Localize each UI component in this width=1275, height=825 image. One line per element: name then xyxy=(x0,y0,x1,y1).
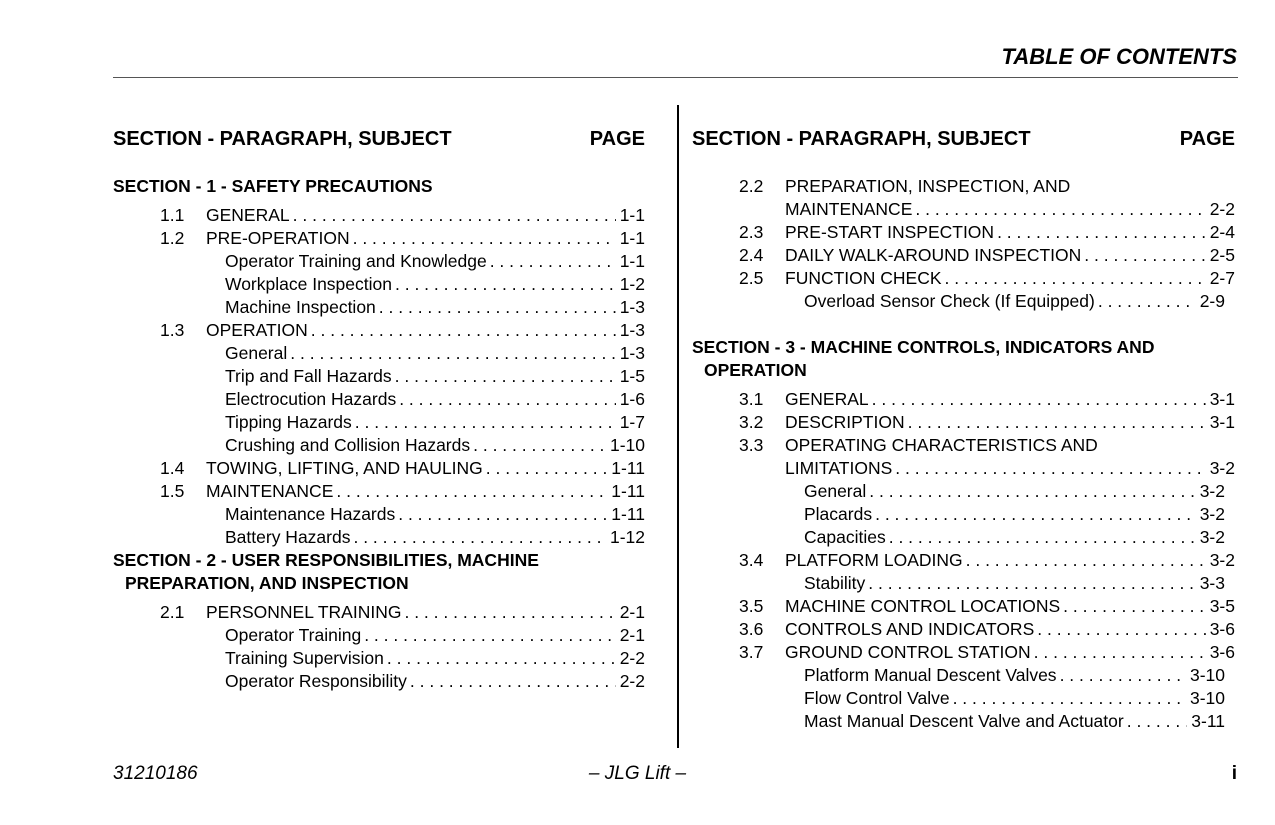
toc-dot-leader xyxy=(1098,290,1196,313)
toc-entry-list xyxy=(113,601,645,693)
column-heading xyxy=(692,128,1235,154)
toc-entry-page: 3-2 xyxy=(1199,481,1225,501)
toc-dot-leader xyxy=(875,503,1196,526)
toc-entry-number: 1.3 xyxy=(160,320,185,340)
toc-entry-page: 2-1 xyxy=(619,625,645,645)
toc-entry-list xyxy=(113,204,645,549)
toc-dot-leader xyxy=(355,411,616,434)
toc-dot-leader xyxy=(399,388,616,411)
toc-entry-title: Battery Hazards xyxy=(225,527,351,547)
column-heading-subject: SECTION - PARAGRAPH, SUBJECT xyxy=(692,128,1031,150)
toc-entry-title: DAILY WALK-AROUND INSPECTION xyxy=(785,245,1082,265)
toc-entry-title: GENERAL xyxy=(206,205,290,225)
toc-entry[interactable] xyxy=(113,434,645,457)
toc-entry-page: 3-2 xyxy=(1209,458,1235,478)
toc-entry-title: DESCRIPTION xyxy=(785,412,905,432)
toc-entry-page: 1-1 xyxy=(619,205,645,225)
toc-entry-page: 1-1 xyxy=(619,228,645,248)
toc-entry-title: Operator Training xyxy=(225,625,362,645)
toc-entry-page: 3-6 xyxy=(1209,619,1235,639)
toc-entry[interactable] xyxy=(692,480,1235,503)
toc-dot-leader xyxy=(473,434,606,457)
toc-entry[interactable] xyxy=(692,411,1235,434)
toc-entry[interactable] xyxy=(113,319,645,342)
toc-entry-number: 2.2 xyxy=(739,176,764,196)
section-heading[interactable]: SECTION - 3 - MACHINE CONTROLS, INDICATORS AND OPERATION xyxy=(692,337,1155,380)
toc-entry-title: GENERAL xyxy=(785,389,869,409)
toc-entry-page: 1-1 xyxy=(619,251,645,271)
toc-dot-leader xyxy=(1127,710,1188,733)
toc-entry-number: 3.4 xyxy=(739,550,764,570)
toc-entry-page: 2-5 xyxy=(1209,245,1235,265)
toc-entry[interactable] xyxy=(113,388,645,411)
page-number: i xyxy=(1231,763,1237,784)
toc-dot-leader xyxy=(945,267,1206,290)
column-heading xyxy=(113,128,645,154)
toc-entry-title: Electrocution Hazards xyxy=(225,389,397,409)
toc-entry-title: Crushing and Collision Hazards xyxy=(225,435,471,455)
toc-entry-page: 1-11 xyxy=(611,458,645,478)
toc-entry[interactable] xyxy=(113,204,645,227)
toc-entry-title: Stability xyxy=(804,573,866,593)
toc-entry-page: 3-5 xyxy=(1209,596,1235,616)
toc-dot-leader xyxy=(410,670,616,693)
toc-entry-page: 3-6 xyxy=(1209,642,1235,662)
toc-entry-number: 3.5 xyxy=(739,596,764,616)
toc-entry-page: 1-10 xyxy=(609,435,645,455)
toc-entry-number: 1.4 xyxy=(160,458,185,478)
toc-entry[interactable] xyxy=(692,618,1235,641)
toc-entry-page: 3-2 xyxy=(1209,550,1235,570)
toc-entry-title: FUNCTION CHECK xyxy=(785,268,942,288)
toc-entry-title: Operator Responsibility xyxy=(225,671,407,691)
toc-entry-page: 3-1 xyxy=(1209,412,1235,432)
toc-entry-title: Maintenance Hazards xyxy=(225,504,396,524)
toc-entry[interactable] xyxy=(113,624,645,647)
toc-entry[interactable] xyxy=(692,549,1235,572)
toc-entry[interactable] xyxy=(692,595,1235,618)
toc-entry-page: 1-12 xyxy=(609,527,645,547)
toc-entry[interactable] xyxy=(692,687,1235,710)
toc-entry-title: Flow Control Valve xyxy=(804,688,950,708)
toc-dot-leader xyxy=(1037,618,1205,641)
toc-entry-number: 2.3 xyxy=(739,222,764,242)
toc-entry-page: 2-4 xyxy=(1209,222,1235,242)
toc-dot-leader xyxy=(290,342,615,365)
toc-entry-title: TOWING, LIFTING, AND HAULING xyxy=(206,458,483,478)
toc-entry-page: 2-2 xyxy=(619,671,645,691)
toc-entry[interactable] xyxy=(692,221,1235,244)
toc-column-right xyxy=(692,128,1235,733)
toc-entry[interactable] xyxy=(113,273,645,296)
toc-entry-title: Trip and Fall Hazards xyxy=(225,366,392,386)
toc-entry[interactable] xyxy=(692,267,1235,290)
toc-entry-page: 1-11 xyxy=(611,504,645,524)
toc-entry[interactable] xyxy=(692,641,1235,664)
toc-entry-page: 3-2 xyxy=(1199,504,1225,524)
toc-entry[interactable] xyxy=(113,296,645,319)
toc-entry[interactable] xyxy=(692,457,1235,480)
column-heading-page: PAGE xyxy=(1179,128,1235,150)
toc-dot-leader xyxy=(364,624,616,647)
toc-entry-title: Training Supervision xyxy=(225,648,384,668)
toc-entry-list xyxy=(692,175,1235,313)
toc-dot-leader xyxy=(336,480,607,503)
toc-entry-page: 3-3 xyxy=(1199,573,1225,593)
toc-entry-list xyxy=(692,388,1235,733)
toc-entry-page: 1-6 xyxy=(619,389,645,409)
toc-entry[interactable] xyxy=(692,526,1235,549)
toc-entry-title: Mast Manual Descent Valve and Actuator xyxy=(804,711,1124,731)
toc-entry-page: 1-5 xyxy=(619,366,645,386)
toc-entry-number: 1.1 xyxy=(160,205,185,225)
toc-entry-title: LIMITATIONS xyxy=(785,458,893,478)
toc-entry-page: 3-2 xyxy=(1199,527,1225,547)
toc-entry[interactable] xyxy=(692,664,1235,687)
toc-entry-page: 2-2 xyxy=(619,648,645,668)
toc-entry-page: 2-7 xyxy=(1209,268,1235,288)
toc-dot-leader xyxy=(915,198,1205,221)
toc-entry-title: General xyxy=(804,481,867,501)
toc-dot-leader xyxy=(1063,595,1206,618)
toc-entry-page: 2-2 xyxy=(1209,199,1235,219)
toc-dot-leader xyxy=(1034,641,1206,664)
toc-dot-leader xyxy=(997,221,1206,244)
toc-entry-title: OPERATING CHARACTERISTICS AND xyxy=(785,435,1098,455)
toc-entry-number: 2.1 xyxy=(160,602,185,622)
toc-entry-title: Machine Inspection xyxy=(225,297,376,317)
section-heading[interactable]: SECTION - 2 - USER RESPONSIBILITIES, MACHINE PREPARATION, AND INSPECTION xyxy=(113,550,539,593)
toc-entry-title: General xyxy=(225,343,288,363)
toc-entry-title: PERSONNEL TRAINING xyxy=(206,602,402,622)
toc-dot-leader xyxy=(395,273,616,296)
toc-entry[interactable] xyxy=(113,411,645,434)
toc-entry[interactable] xyxy=(113,647,645,670)
toc-entry-page: 3-10 xyxy=(1189,688,1225,708)
toc-dot-leader xyxy=(490,250,616,273)
toc-entry[interactable] xyxy=(692,503,1235,526)
toc-entry-title: Capacities xyxy=(804,527,886,547)
toc-entry[interactable] xyxy=(113,342,645,365)
toc-entry-number: 3.7 xyxy=(739,642,764,662)
toc-dot-leader xyxy=(379,296,616,319)
toc-entry[interactable] xyxy=(692,290,1235,313)
toc-left-body xyxy=(113,175,645,693)
toc-entry-title: PRE-OPERATION xyxy=(206,228,350,248)
toc-entry[interactable] xyxy=(692,198,1235,221)
toc-entry-number: 3.3 xyxy=(739,435,764,455)
toc-entry-page: 1-2 xyxy=(619,274,645,294)
toc-entry-title: MAINTENANCE xyxy=(785,199,913,219)
page-title: TABLE OF CONTENTS xyxy=(1001,44,1237,69)
toc-entry[interactable] xyxy=(113,250,645,273)
document-number: 31210186 xyxy=(113,763,198,784)
toc-entry[interactable] xyxy=(692,710,1235,733)
toc-dot-leader xyxy=(395,365,616,388)
toc-dot-leader xyxy=(353,526,606,549)
toc-dot-leader xyxy=(908,411,1206,434)
toc-entry-title: CONTROLS AND INDICATORS xyxy=(785,619,1035,639)
column-heading-page: PAGE xyxy=(589,128,645,150)
toc-entry-title: GROUND CONTROL STATION xyxy=(785,642,1031,662)
toc-entry-number: 2.4 xyxy=(739,245,764,265)
toc-entry[interactable] xyxy=(692,388,1235,411)
toc-entry[interactable] xyxy=(113,480,645,503)
toc-dot-leader xyxy=(404,601,615,624)
toc-entry-title: PRE-START INSPECTION xyxy=(785,222,995,242)
toc-dot-leader xyxy=(1084,244,1205,267)
toc-entry[interactable] xyxy=(113,526,645,549)
toc-entry[interactable] xyxy=(113,503,645,526)
toc-dot-leader xyxy=(869,480,1195,503)
toc-dot-leader xyxy=(889,526,1196,549)
toc-dot-leader xyxy=(486,457,607,480)
toc-entry[interactable] xyxy=(113,365,645,388)
toc-entry[interactable] xyxy=(692,434,1235,457)
toc-entry[interactable] xyxy=(692,572,1235,595)
column-divider xyxy=(677,105,679,748)
toc-entry-title: PLATFORM LOADING xyxy=(785,550,963,570)
toc-entry-title: Overload Sensor Check (If Equipped) xyxy=(804,291,1095,311)
toc-entry-page: 3-1 xyxy=(1209,389,1235,409)
toc-entry-number: 3.6 xyxy=(739,619,764,639)
toc-dot-leader xyxy=(953,687,1186,710)
toc-entry-page: 1-3 xyxy=(619,343,645,363)
toc-entry-page: 2-1 xyxy=(619,602,645,622)
header-rule xyxy=(113,77,1238,78)
toc-entry[interactable] xyxy=(113,601,645,624)
toc-dot-leader xyxy=(293,204,616,227)
toc-dot-leader xyxy=(353,227,616,250)
toc-entry-page: 1-3 xyxy=(619,320,645,340)
toc-entry-page: 1-3 xyxy=(619,297,645,317)
toc-entry-number: 3.2 xyxy=(739,412,764,432)
toc-dot-leader xyxy=(966,549,1206,572)
toc-entry[interactable] xyxy=(113,227,645,250)
toc-entry-title: PREPARATION, INSPECTION, AND xyxy=(785,176,1071,196)
toc-dot-leader xyxy=(872,388,1206,411)
toc-entry-page: 2-9 xyxy=(1199,291,1225,311)
toc-dot-leader xyxy=(895,457,1205,480)
toc-entry-page: 1-7 xyxy=(619,412,645,432)
toc-dot-leader xyxy=(311,319,616,342)
toc-entry-title: Placards xyxy=(804,504,873,524)
toc-entry-title: Operator Training and Knowledge xyxy=(225,251,487,271)
toc-entry-number: 1.2 xyxy=(160,228,185,248)
toc-dot-leader xyxy=(1060,664,1186,687)
toc-entry-title: Tipping Hazards xyxy=(225,412,352,432)
footer-brand: – JLG Lift – xyxy=(588,763,687,784)
toc-entry-title: Platform Manual Descent Valves xyxy=(804,665,1057,685)
toc-entry-number: 3.1 xyxy=(739,389,764,409)
toc-dot-leader xyxy=(868,572,1195,595)
toc-entry-title: MAINTENANCE xyxy=(206,481,334,501)
toc-entry[interactable] xyxy=(692,244,1235,267)
toc-entry[interactable] xyxy=(113,457,645,480)
toc-dot-leader xyxy=(387,647,616,670)
section-heading[interactable]: SECTION - 1 - SAFETY PRECAUTIONS xyxy=(113,176,433,196)
toc-column-left xyxy=(113,128,645,693)
toc-entry[interactable] xyxy=(113,670,645,693)
toc-entry-page: 1-11 xyxy=(611,481,645,501)
toc-entry-page: 3-11 xyxy=(1191,711,1225,731)
toc-entry-title: MACHINE CONTROL LOCATIONS xyxy=(785,596,1061,616)
toc-entry-page: 3-10 xyxy=(1189,665,1225,685)
toc-entry-title: OPERATION xyxy=(206,320,308,340)
toc-entry-title: Workplace Inspection xyxy=(225,274,392,294)
toc-entry-number: 1.5 xyxy=(160,481,185,501)
toc-dot-leader xyxy=(398,503,607,526)
toc-right-body xyxy=(692,175,1235,733)
toc-entry-number: 2.5 xyxy=(739,268,764,288)
column-heading-subject: SECTION - PARAGRAPH, SUBJECT xyxy=(113,128,452,150)
toc-entry[interactable] xyxy=(692,175,1235,198)
